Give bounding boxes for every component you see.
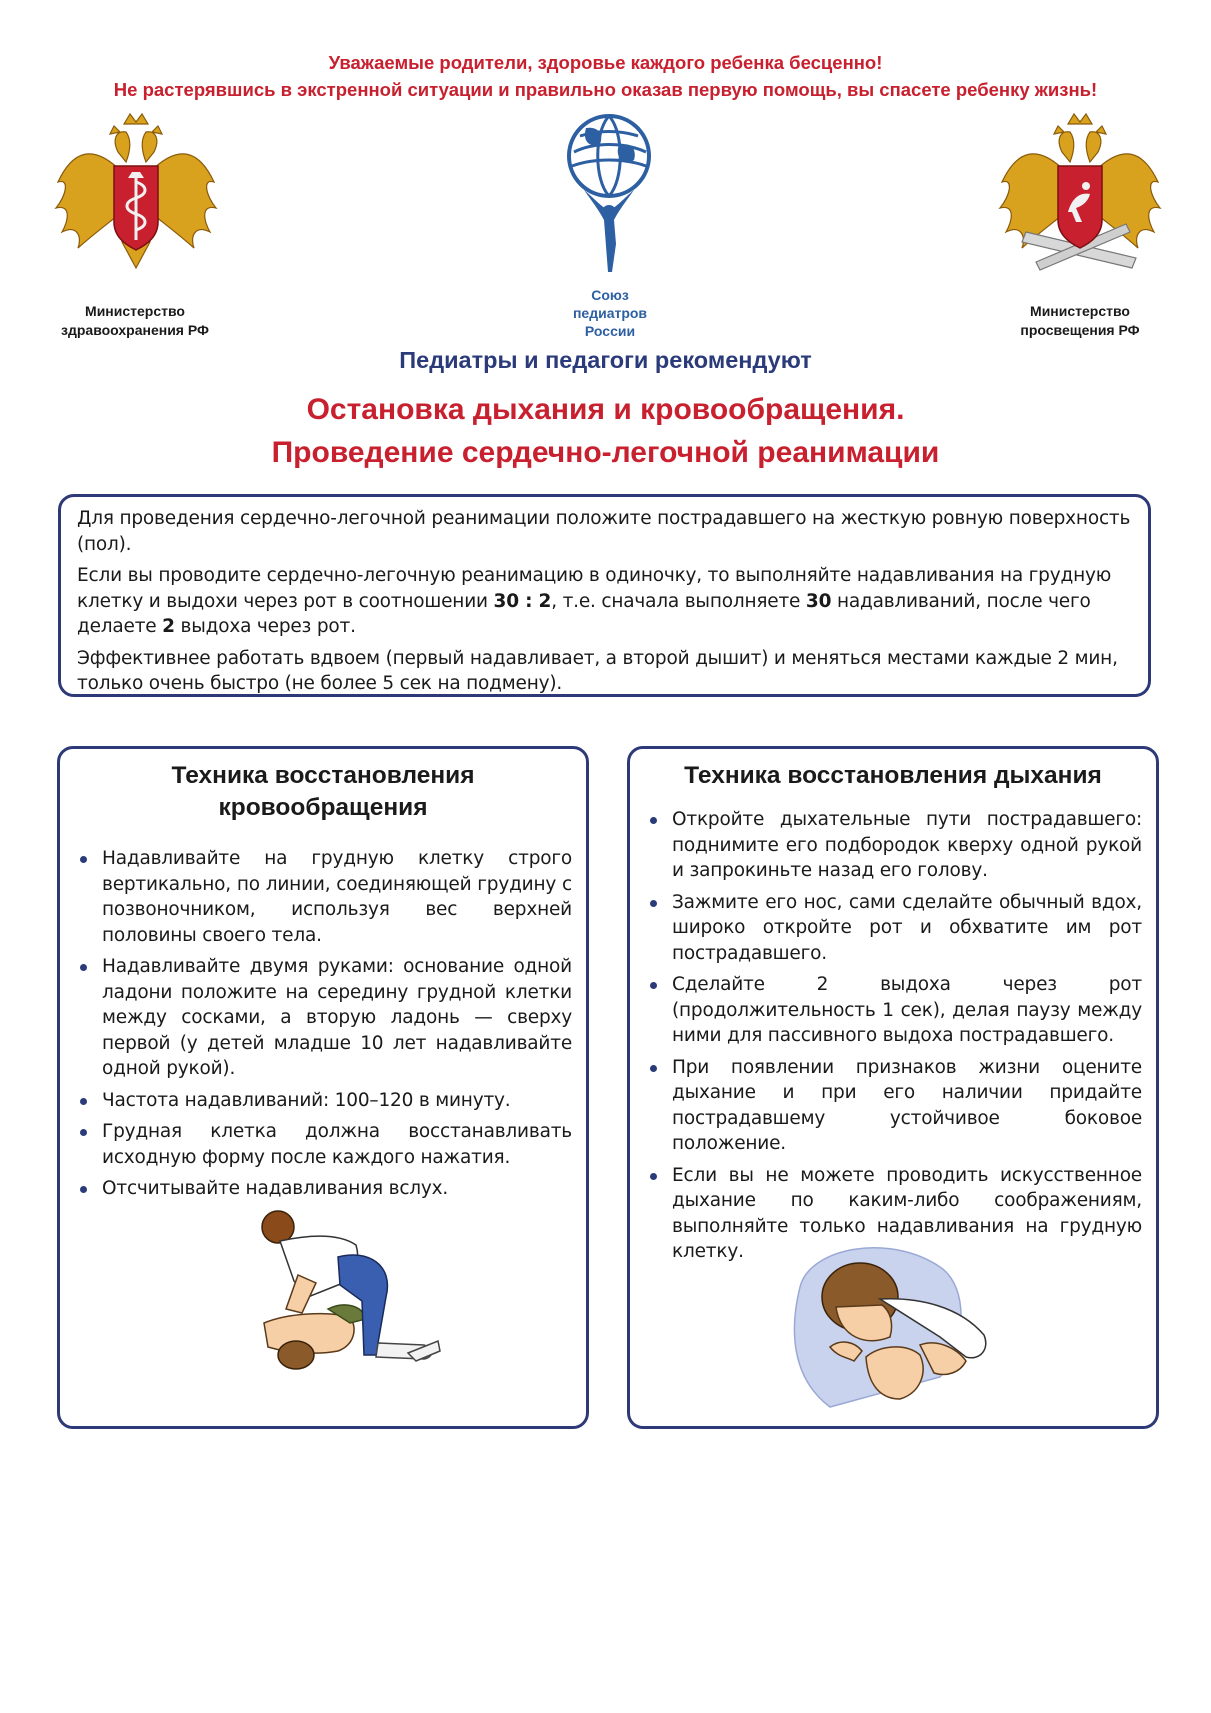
ministry-health-label: Министерство здравоохранения РФ bbox=[61, 303, 209, 338]
list-item: Откройте дыхательные пути пострадавшего: поднимите его подбородок кверху одной рукой и запрокиньте назад его голову. bbox=[630, 807, 1156, 884]
list-item: Надавливайте на грудную клетку строго вертикально, по линии, соединяющей грудину с позвоночником, используя вес верхней половины своего тела. bbox=[60, 846, 586, 948]
intro-paragraph-1: Для проведения сердечно-легочной реанимации положите пострадавшего на жесткую ровную поверхность (пол). bbox=[77, 508, 1131, 555]
list-item: Грудная клетка должна восстанавливать исходную форму после каждого нажатия. bbox=[60, 1119, 586, 1170]
recommend-heading: Педиатры и педагоги рекомендуют bbox=[399, 347, 812, 373]
breathing-steps-list bbox=[630, 807, 1156, 1265]
circulation-card-title: Техника восстановления кровообращения bbox=[171, 762, 475, 821]
intro-paragraph-3: Эффективнее работать вдвоем (первый надавливает, а второй дышит) и меняться местами каждые 2 мин, только очень быстро (не более 5 сек на подмену). bbox=[77, 647, 1118, 694]
list-item: Надавливайте двумя руками: основание одной ладони положите на середину грудной клетки между сосками, а вторую ладонь — сверху первой (у детей младше 10 лет надавливайте одной рукой). bbox=[60, 954, 586, 1082]
pediatric-union-label: Союз педиатров России bbox=[572, 287, 648, 339]
list-item: Частота надавливаний: 100–120 в минуту. bbox=[60, 1088, 586, 1114]
list-item: Если вы не можете проводить искусственное дыхание по каким-либо соображениям, выполняйте только надавливания на грудную клетку. bbox=[630, 1163, 1156, 1265]
breathing-technique-card bbox=[627, 746, 1159, 1429]
intro-box bbox=[58, 494, 1151, 697]
ministry-health-emblem-icon bbox=[52, 112, 220, 272]
ministry-education-label: Министерство просвещения РФ bbox=[1020, 303, 1140, 338]
rescue-breathing-illustration-icon bbox=[770, 1227, 1014, 1411]
circulation-steps-list bbox=[60, 846, 586, 1202]
list-item: Отсчитывайте надавливания вслух. bbox=[60, 1176, 586, 1202]
list-item: Зажмите его нос, сами сделайте обычный вдох, широко откройте рот и обхватите им рот пострадавшего. bbox=[630, 890, 1156, 967]
header-greeting: Уважаемые родители, здоровье каждого ребенка бесценно! bbox=[328, 52, 883, 73]
breathing-card-title: Техника восстановления дыхания bbox=[684, 762, 1102, 789]
list-item: При появлении признаков жизни оцените дыхание и при его наличии придайте пострадавшему устойчивое боковое положение. bbox=[630, 1055, 1156, 1157]
header-appeal: Не растерявшись в экстренной ситуации и правильно оказав первую помощь, вы спасете ребенку жизнь! bbox=[113, 79, 1098, 100]
chest-compression-illustration-icon bbox=[258, 1205, 442, 1375]
main-title-line2: Проведение сердечно-легочной реанимации bbox=[271, 436, 940, 469]
intro-paragraph-2: Если вы проводите сердечно-легочную реанимацию в одиночку, то выполняйте надавливания на грудную клетку и выдохи через рот в соотношении 30 : 2, т.е. сначала выполняете 30 надавливаний, после чего делаете 2 выдоха через рот. bbox=[77, 565, 1112, 637]
list-item: Сделайте 2 выдоха через рот (продолжительность 1 сек), делая паузу между ними для пассивного выдоха пострадавшего. bbox=[630, 972, 1156, 1049]
ministry-education-emblem-icon bbox=[996, 112, 1164, 284]
pediatric-union-logo-icon bbox=[564, 112, 654, 284]
circulation-technique-card bbox=[57, 746, 589, 1429]
main-title-line1: Остановка дыхания и кровообращения. bbox=[306, 393, 905, 426]
